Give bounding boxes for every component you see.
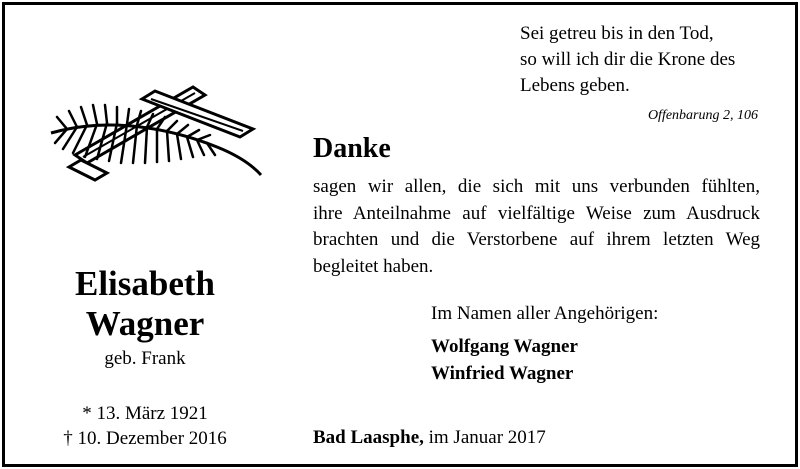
on-behalf-text: Im Namen aller Angehörigen:	[431, 303, 659, 324]
thanks-line: ihre Anteilnahme auf vielfältige Weise zum Ausdruck	[313, 202, 760, 224]
thanks-text	[313, 174, 760, 280]
place: Bad Laasphe,	[313, 427, 424, 448]
heading-thanks: Danke	[313, 133, 391, 164]
thanks-line: sagen wir allen, die sich mit uns verbunden fühlten,	[313, 176, 760, 197]
birth-date: * 13. März 1921	[82, 403, 208, 424]
life-dates	[45, 401, 245, 451]
thanks-line: begleitet haben.	[313, 255, 434, 277]
signer-name: Winfried Wagner	[431, 363, 574, 384]
cross-with-palm-branch-icon	[47, 77, 267, 192]
bible-verse	[520, 21, 780, 99]
deceased-first-name: Elisabeth	[74, 264, 216, 303]
deceased-name	[45, 264, 245, 344]
signer-name: Wolfgang Wagner	[431, 336, 578, 357]
obituary-card	[2, 2, 798, 467]
death-date: † 10. Dezember 2016	[63, 428, 227, 449]
signers	[431, 333, 578, 387]
deceased-last-name: Wagner	[85, 304, 205, 343]
verse-line: Lebens geben.	[520, 75, 630, 96]
date: im Januar 2017	[428, 427, 546, 448]
thanks-line: brachten und die Verstorbene auf ihrem letzten Weg	[313, 229, 760, 250]
maiden-name: geb. Frank	[104, 348, 186, 369]
place-and-date	[313, 427, 546, 449]
verse-line: so will ich dir die Krone des	[520, 49, 736, 70]
verse-line: Sei getreu bis in den Tod,	[520, 23, 714, 44]
verse-source: Offenbarung 2, 106	[647, 108, 758, 123]
